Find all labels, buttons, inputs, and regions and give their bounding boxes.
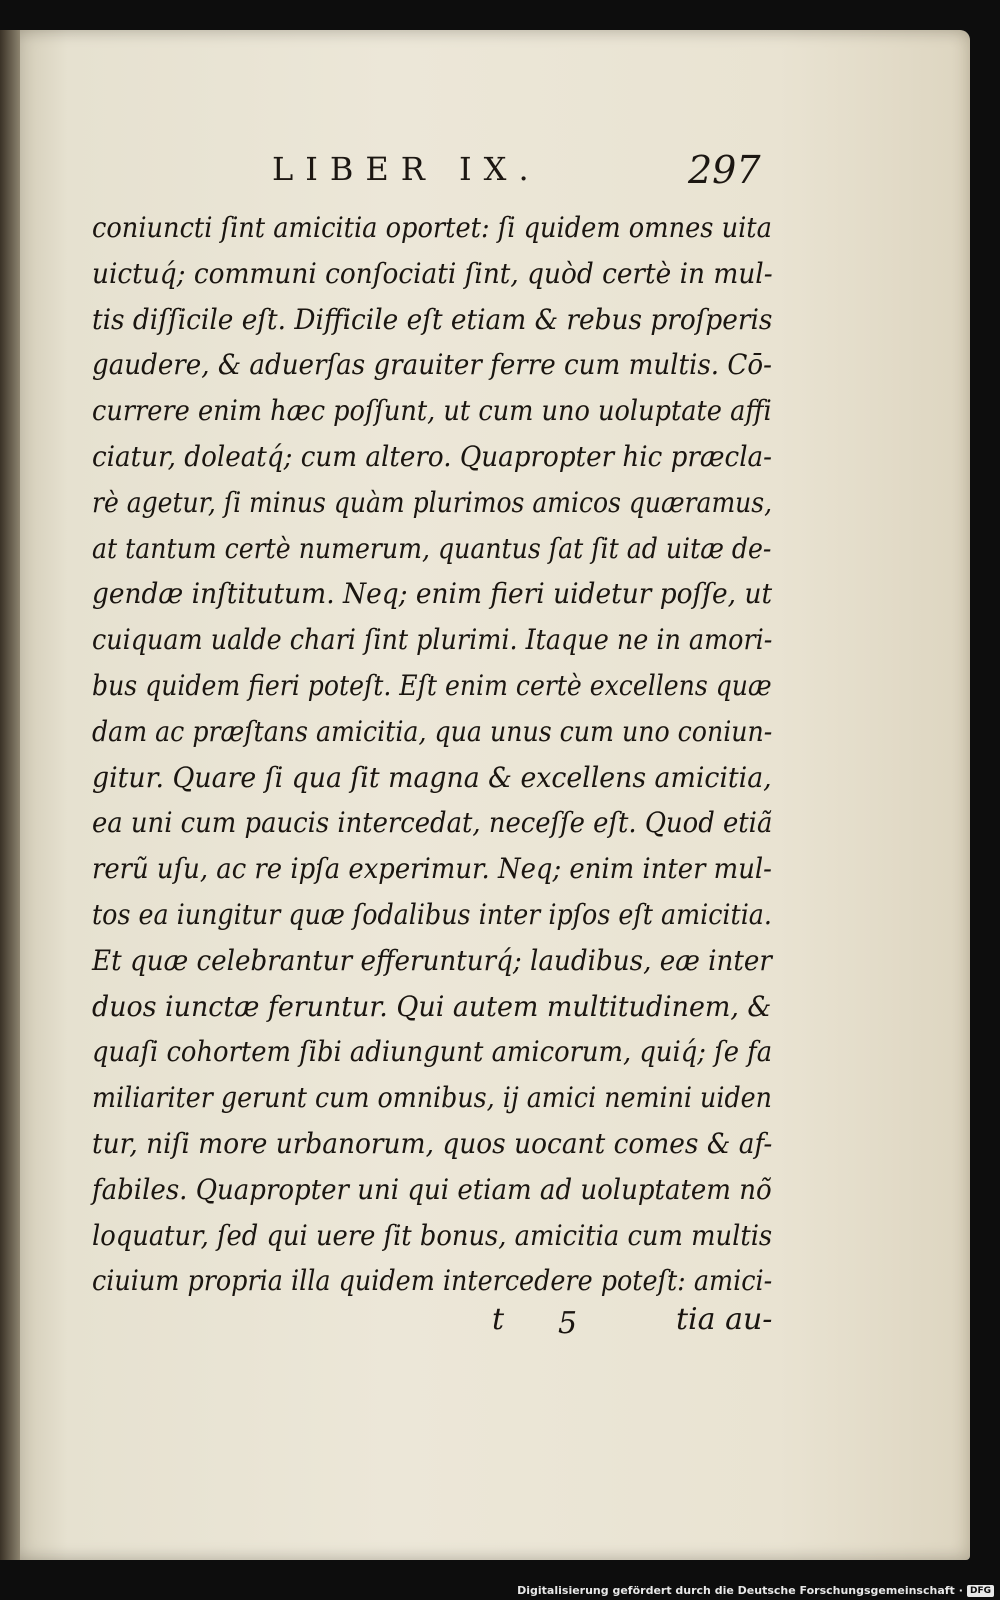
catchword: tia au-	[676, 1302, 773, 1337]
text-line: tos ea iungitur quæ ſodalibus inter ipſos eſt amicitia.	[92, 897, 772, 931]
text-line: currere enim hæc poſſunt, ut cum uno uoluptate affi	[92, 394, 772, 428]
text-line: tur, niſi more urbanorum, quos uocant comes & af-	[92, 1126, 773, 1160]
body-text	[92, 205, 772, 1304]
text-line: quaſi cohortem ſibi adiungunt amicorum, quiq́; ſe fa	[92, 1035, 773, 1069]
text-line: rerũ uſu, ac re ipſa experimur. Neq; enim inter mul-	[92, 852, 772, 886]
text-line: coniuncti ſint amicitia oportet: ſi quidem omnes uita	[92, 211, 772, 244]
text-line: rè agetur, ſi minus quàm plurimos amicos quæramus,	[92, 485, 773, 519]
text-line: duos iunctæ feruntur. Qui autem multitudinem, &	[92, 989, 772, 1023]
text-line: uictuq́; communi conſociati ſint, quòd certè in mul-	[92, 256, 773, 290]
text-line: dam ac præſtans amicitia, qua unus cum uno coniun-	[92, 714, 773, 748]
text-line: miliariter gerunt cum omnibus, ij amici nemini uiden	[92, 1081, 772, 1115]
text-line: gitur. Quare ſi qua ſit magna & excellens amicitia,	[92, 760, 772, 794]
page-number: 297	[688, 148, 761, 192]
signature-mark-letter: t	[492, 1302, 505, 1337]
page-footer	[0, 1302, 1000, 1352]
text-line: ciatur, doleatq́; cum altero. Quapropter hic præcla-	[92, 439, 773, 473]
text-line: loquatur, ſed qui uere ſit bonus, amicitia cum multis	[92, 1218, 773, 1252]
text-line: gendæ inſtitutum. Neq; enim fieri uidetur poſſe, ut	[92, 577, 773, 611]
signature-mark-number: 5	[558, 1306, 578, 1341]
running-head: LIBER IX.	[272, 150, 541, 188]
text-line: gaudere, & aduerſas grauiter ferre cum multis. Cō-	[92, 348, 772, 382]
text-line: at tantum certè numerum, quantus ſat ſit ad uitæ de-	[92, 531, 772, 565]
text-line: cuiquam ualde chari ſint plurimi. Itaque ne in amori-	[92, 623, 773, 657]
digitization-credit	[517, 1584, 994, 1597]
text-line: Et quæ celebrantur efferunturq́; laudibus, eæ inter	[92, 943, 772, 977]
page-header	[0, 150, 1000, 200]
credit-separator: ·	[958, 1584, 963, 1597]
text-line: fabiles. Quapropter uni qui etiam ad uoluptatem nõ	[92, 1172, 772, 1206]
dfg-logo-icon: DFG	[967, 1585, 994, 1597]
text-line: ea uni cum paucis intercedat, neceſſe eſt. Quod etiã	[92, 806, 773, 840]
credit-text: Digitalisierung gefördert durch die Deutsche Forschungsgemeinschaft	[517, 1584, 955, 1597]
text-line: bus quidem fieri poteſt. Eſt enim certè excellens quæ	[92, 668, 772, 702]
text-line: ciuium propria illa quidem intercedere poteſt: amici-	[92, 1264, 773, 1298]
text-line: tis diſſicile eſt. Difficile eſt etiam & rebus proſperis	[92, 302, 773, 336]
